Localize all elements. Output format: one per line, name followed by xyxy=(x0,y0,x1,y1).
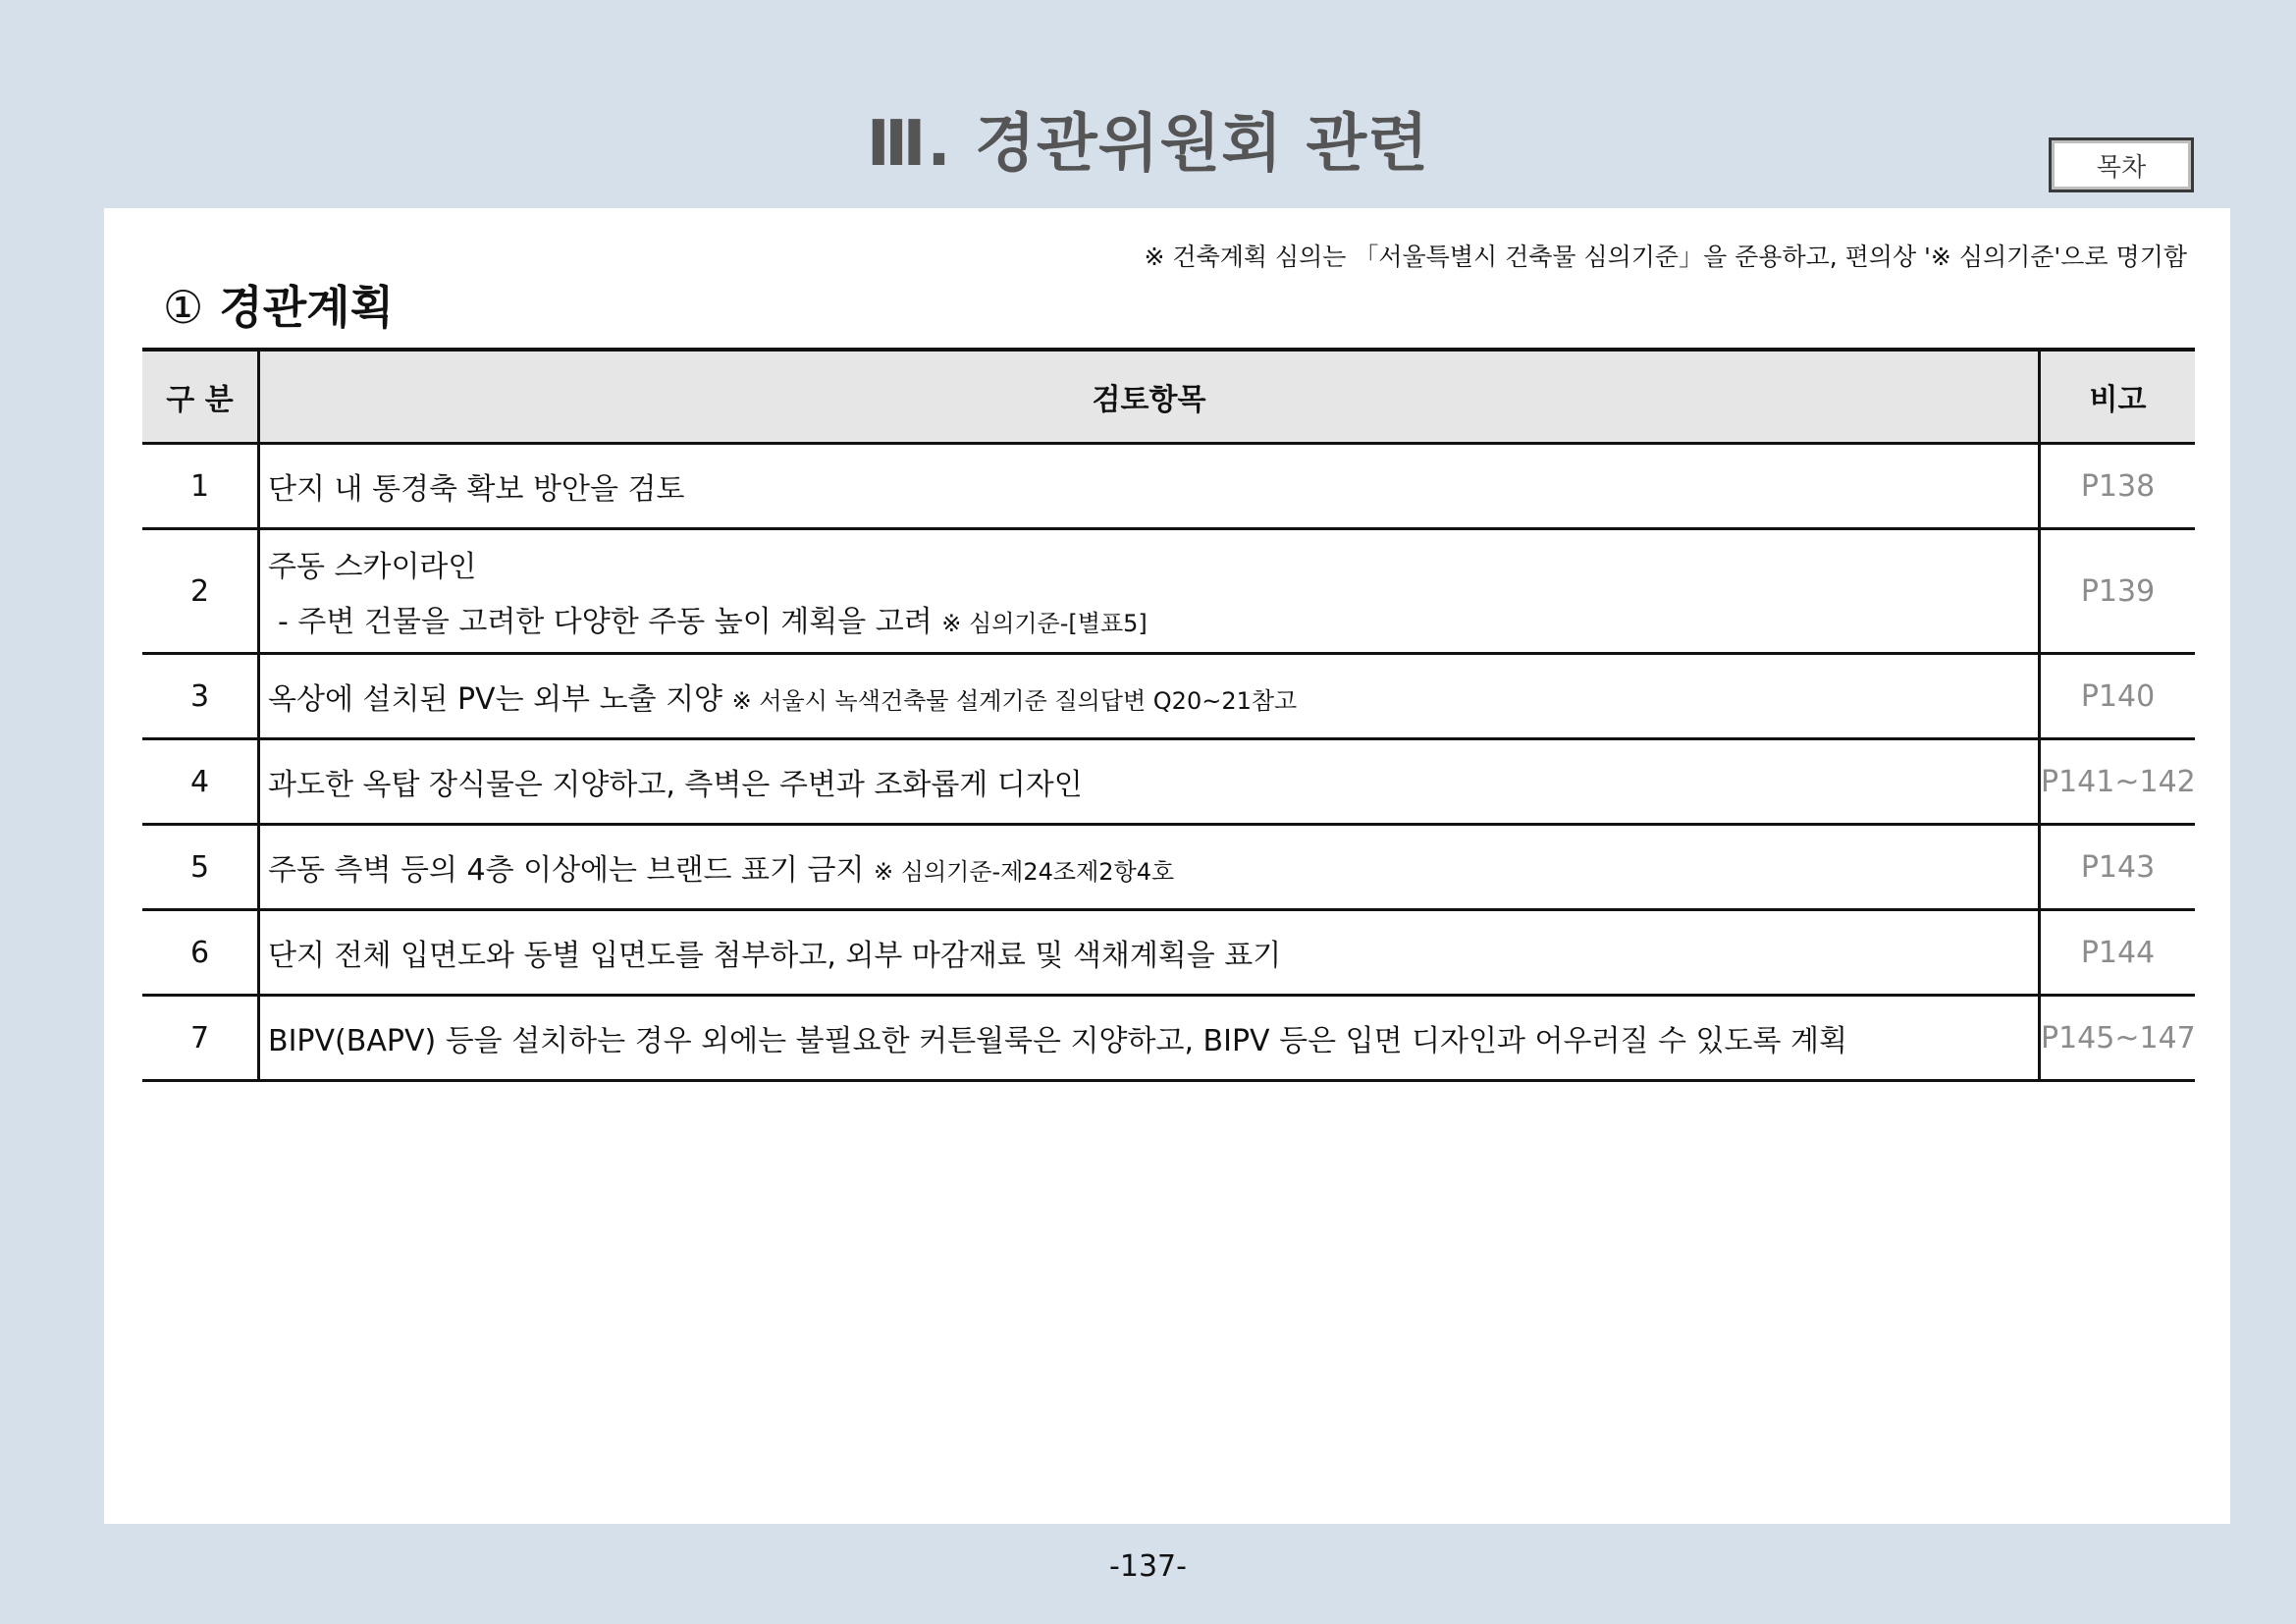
row-item xyxy=(259,910,2040,996)
row-item-note: ※ 서울시 녹색건축물 설계기준 질의답변 Q20~21참고 xyxy=(731,687,1298,715)
header-ref: 비고 xyxy=(2040,350,2196,444)
row-ref: P143 xyxy=(2040,825,2196,910)
table-row xyxy=(142,996,2195,1081)
row-no: 4 xyxy=(142,739,259,825)
row-item xyxy=(259,529,2040,654)
row-no: 1 xyxy=(142,444,259,529)
review-table xyxy=(142,348,2195,1082)
row-ref: P144 xyxy=(2040,910,2196,996)
row-ref: P139 xyxy=(2040,529,2196,654)
table-row xyxy=(142,444,2195,529)
row-no: 3 xyxy=(142,654,259,739)
subheading-number: ① xyxy=(163,281,204,334)
table-row xyxy=(142,825,2195,910)
row-no: 6 xyxy=(142,910,259,996)
row-ref: P140 xyxy=(2040,654,2196,739)
row-item xyxy=(259,654,2040,739)
row-item-note: ※ 심의기준-제24조제2항4호 xyxy=(874,858,1175,886)
subheading xyxy=(163,272,394,337)
row-ref: P138 xyxy=(2040,444,2196,529)
toc-button[interactable]: 목차 xyxy=(2049,137,2194,192)
table-row xyxy=(142,910,2195,996)
row-ref: P141~142 xyxy=(2040,739,2196,825)
row-item xyxy=(259,825,2040,910)
row-item-text: 옥상에 설치된 PV는 외부 노출 지양 xyxy=(268,682,723,717)
row-item xyxy=(259,739,2040,825)
row-sub-line xyxy=(268,597,2038,640)
row-item-text: 주동 스카이라인 xyxy=(268,550,477,584)
row-no: 7 xyxy=(142,996,259,1081)
table-row xyxy=(142,654,2195,739)
page-number: -137- xyxy=(1109,1549,1187,1584)
row-sub-text: - 주변 건물을 고려한 다양한 주동 높이 계획을 고려 xyxy=(278,605,933,639)
row-sub-note: ※ 심의기준-[별표5] xyxy=(941,610,1148,637)
subheading-text: 경관계획 xyxy=(219,281,395,334)
header-no: 구 분 xyxy=(142,350,259,444)
row-ref: P145~147 xyxy=(2040,996,2196,1081)
section-title: Ⅲ. 경관위원회 관련 xyxy=(866,108,1430,181)
table-header-row xyxy=(142,350,2195,444)
row-item-text: 단지 내 통경축 확보 방안을 검토 xyxy=(268,472,685,507)
guideline-note: ※ 건축계획 심의는 「서울특별시 건축물 심의기준」을 준용하고, 편의상 '※ 심의기준'으로 명기함 xyxy=(1144,243,2187,271)
table-row xyxy=(142,739,2195,825)
row-no: 5 xyxy=(142,825,259,910)
table-row xyxy=(142,529,2195,654)
row-item-text: 단지 전체 입면도와 동별 입면도를 첨부하고, 외부 마감재료 및 색채계획을 표기 xyxy=(268,939,1282,973)
row-item-text: 과도한 옥탑 장식물은 지양하고, 측벽은 주변과 조화롭게 디자인 xyxy=(268,768,1083,802)
row-item-text: 주동 측벽 등의 4층 이상에는 브랜드 표기 금지 xyxy=(268,853,865,888)
row-item-text: BIPV(BAPV) 등을 설치하는 경우 외에는 불필요한 커튼월룩은 지양하고, BIPV 등은 입면 디자인과 어우러질 수 있도록 계획 xyxy=(268,1024,1847,1058)
row-item xyxy=(259,996,2040,1081)
content-panel xyxy=(104,208,2230,1524)
row-item xyxy=(259,444,2040,529)
row-no: 2 xyxy=(142,529,259,654)
header-item: 검토항목 xyxy=(259,350,2040,444)
